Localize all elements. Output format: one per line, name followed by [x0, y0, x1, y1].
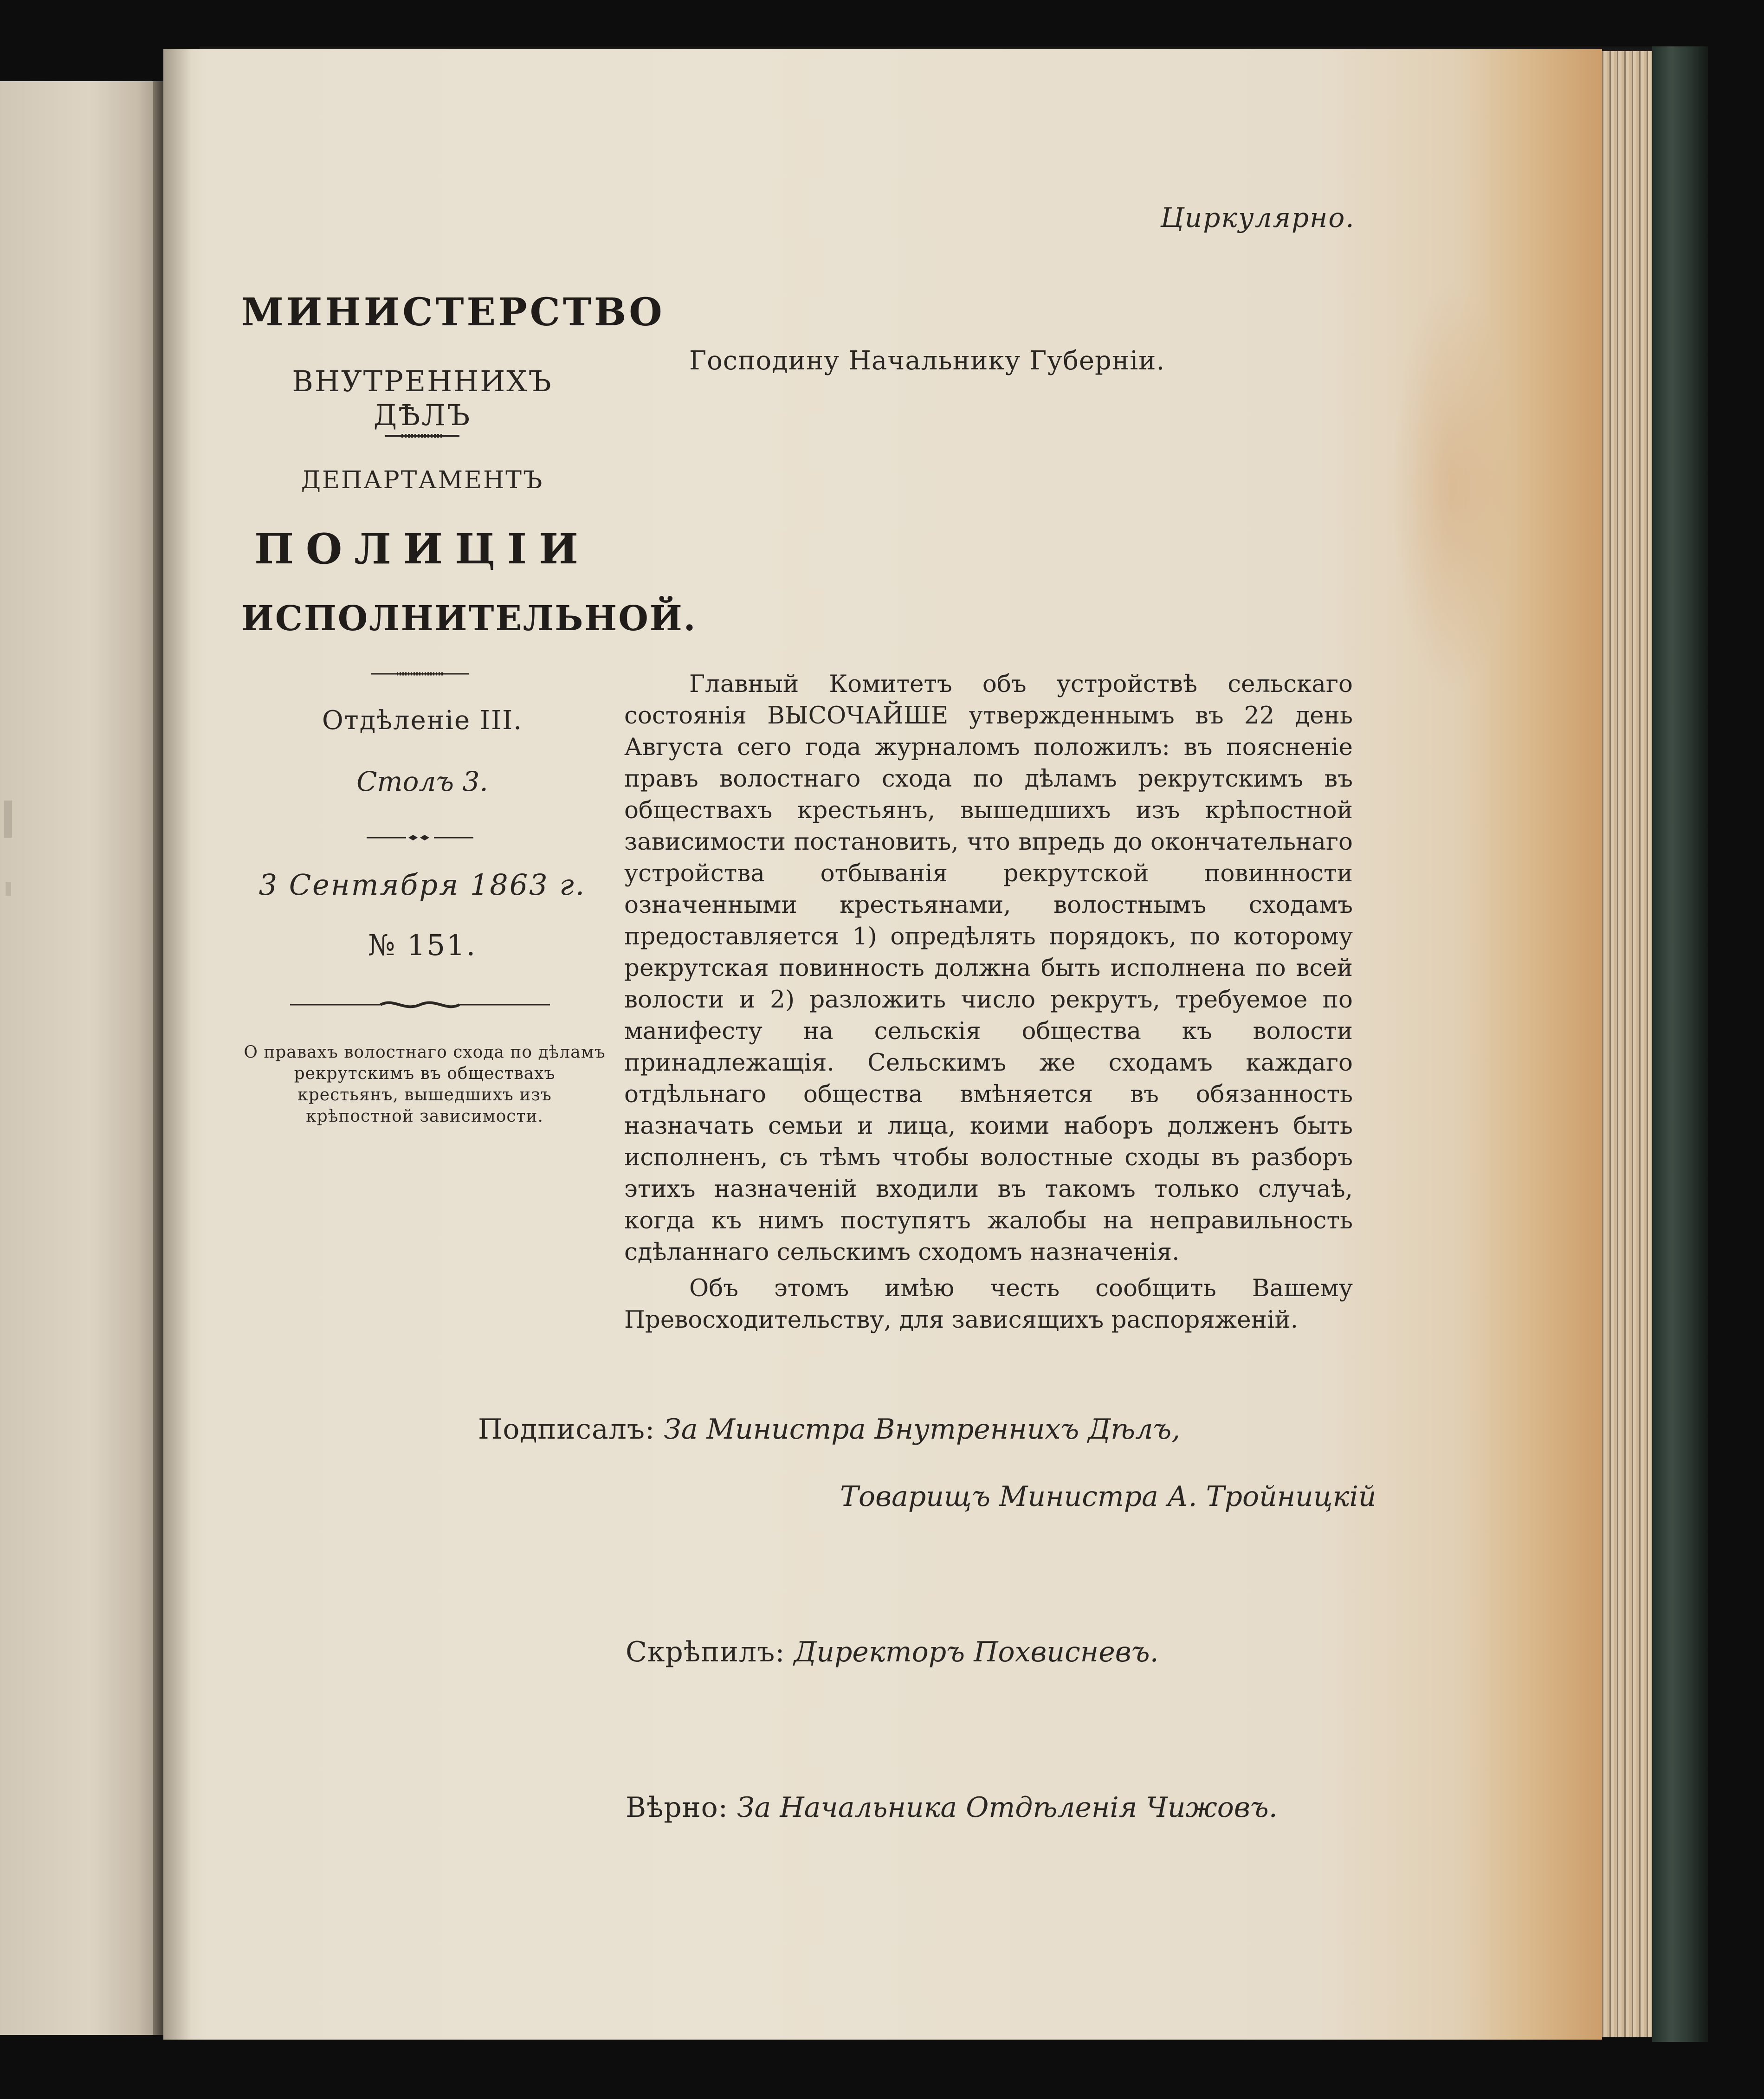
- document-number: № 151.: [368, 928, 477, 962]
- police-title: ПОЛИЦІИ: [254, 524, 591, 574]
- letter-paragraph: Объ этомъ имѣю честь сообщить Вашему Превосходительству, для зависящихъ распоряженій.: [624, 1274, 1353, 1334]
- signature-signed: [478, 1413, 1499, 1446]
- addressee: Господину Начальнику Губерніи.: [689, 346, 1165, 376]
- countersigned-label: Скрѣпилъ:: [626, 1636, 785, 1668]
- divider-ornament: [288, 998, 552, 1012]
- left-page-mark: [4, 801, 12, 838]
- left-page-mark: [6, 882, 11, 896]
- divider-ornament: [383, 433, 462, 439]
- page-gutter-shade: [163, 49, 191, 2040]
- left-page: [0, 81, 163, 2035]
- executive-title: ИСПОЛНИТЕЛЬНОЙ.: [241, 599, 697, 639]
- signature-deputy: Товарищъ Министра А. Тройницкій: [840, 1480, 1376, 1513]
- page-stack-edge: [1592, 51, 1661, 2037]
- ministry-title: МИНИСТЕРСТВО: [241, 290, 665, 335]
- verified-text: За Начальника Отдѣленія Чижовъ.: [737, 1791, 1278, 1824]
- document-summary: О правахъ волостнаго схода по дѣламъ рекрутскимъ въ обществахъ крестьянъ, вышедшихъ изъ крѣпостной зависимости.: [244, 1043, 606, 1126]
- ministry-subtitle: ВНУТРЕННИХЪ ДѢЛЪ: [292, 364, 553, 432]
- letter-paragraph: Главный Комитетъ объ устройствѣ сельскаго состоянія ВЫСОЧАЙШЕ утвержденнымъ въ 22 день Августа сего года журналомъ положилъ: въ поясненіе правъ волостнаго схода по дѣламъ рекрутскимъ въ обществахъ крестьянъ, вышедшихъ изъ крѣпостной зависимости постановить, что впредь до окончательнаго устройства отбыванія рекрутской повинности означенными крестьянами, волостнымъ сходамъ предоставляется 1) опредѣлять порядокъ, по которому рекрутская повинность должна быть исполнена по всей волости и 2) разложить число рекрутъ, требуемое по манифесту на сельскія общества къ волости принадлежащія. Сельскимъ же сходамъ каждаго отдѣльнаго общества вмѣняется въ обязанность назначать семьи и лица, коими наборъ долженъ быть исполненъ, съ тѣмъ чтобы волостные сходы въ разборъ этихъ назначеній входили въ такомъ только случаѣ, когда къ нимъ поступятъ жалобы на неправильность сдѣланнаго сельскимъ сходомъ назначенія.: [624, 670, 1353, 1266]
- divider-ornament: [369, 671, 471, 677]
- signed-text: За Министра Внутреннихъ Дѣлъ,: [664, 1413, 1181, 1446]
- countersigned-text: Директоръ Похвисневъ.: [794, 1636, 1159, 1668]
- book-cover-edge: [1652, 46, 1708, 2042]
- signature-verified: [626, 1791, 1554, 1824]
- divider-ornament: [364, 833, 476, 842]
- letter-body: [624, 668, 1353, 1336]
- signature-countersigned: [626, 1636, 1554, 1668]
- page-stain: [1392, 278, 1513, 696]
- department-title: ДЕПАРТАМЕНТЪ: [301, 466, 544, 494]
- circular-mark: Циркулярно.: [1160, 202, 1355, 233]
- document-date: 3 Сентября 1863 г.: [258, 868, 586, 902]
- desk-number: Столъ 3.: [356, 766, 488, 797]
- section-number: Отдѣленіе III.: [322, 705, 523, 736]
- signed-label: Подписалъ:: [478, 1413, 655, 1446]
- verified-label: Вѣрно:: [626, 1791, 729, 1824]
